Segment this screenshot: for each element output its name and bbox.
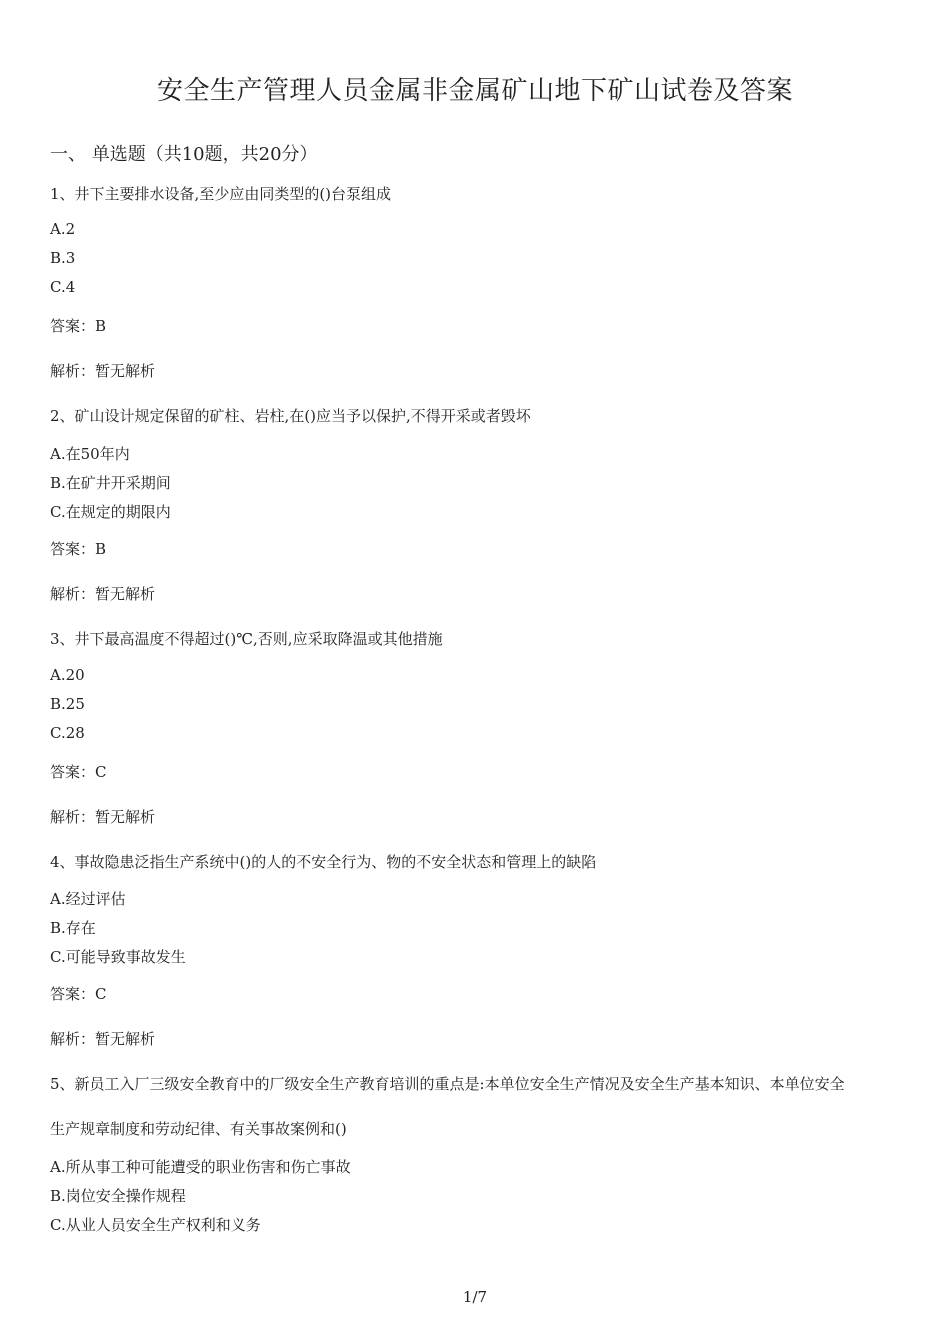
analysis-text: 解析：暂无解析 [50,585,156,603]
answer-text: 答案：B [50,540,107,558]
option-b: B.在矿井开采期间 [50,474,171,492]
question-text: 5、新员工入厂三级安全教育中的厂级安全生产教育培训的重点是:本单位安全生产情况及安全生产基本知识、本单位安全 [50,1075,845,1093]
document-title: 安全生产管理人员金属非金属矿山地下矿山试卷及答案 [156,76,793,106]
option-c: C.在规定的期限内 [50,503,171,521]
option-b: B.3 [50,249,76,267]
option-a: A.2 [50,220,76,238]
question-text: 2、矿山设计规定保留的矿柱、岩柱,在()应当予以保护,不得开采或者毁坏 [50,407,531,425]
option-b: B.25 [50,695,85,713]
option-a: A.20 [50,666,85,684]
option-c: C.可能导致事故发生 [50,948,186,966]
option-c: C.4 [50,278,76,296]
question-text-continued: 生产规章制度和劳动纪律、有关事故案例和() [50,1120,347,1138]
option-a: A.经过评估 [50,890,126,908]
question-text: 3、井下最高温度不得超过()℃,否则,应采取降温或其他措施 [50,630,443,648]
page-number: 1/7 [462,1288,488,1306]
option-a: A.所从事工种可能遭受的职业伤害和伤亡事故 [50,1158,351,1176]
analysis-text: 解析：暂无解析 [50,1030,156,1048]
analysis-text: 解析：暂无解析 [50,362,156,380]
answer-text: 答案：C [50,763,107,781]
question-text: 1、井下主要排水设备,至少应由同类型的()台泵组成 [50,185,392,203]
option-a: A.在50年内 [50,445,130,463]
section-heading: 一、 单选题（共10题，共20分） [50,144,318,165]
answer-text: 答案：B [50,317,107,335]
option-b: B.存在 [50,919,96,937]
analysis-text: 解析：暂无解析 [50,808,156,826]
option-c: C.28 [50,724,85,742]
question-text: 4、事故隐患泛指生产系统中()的人的不安全行为、物的不安全状态和管理上的缺陷 [50,853,597,871]
option-c: C.从业人员安全生产权利和义务 [50,1216,261,1234]
answer-text: 答案：C [50,985,107,1003]
option-b: B.岗位安全操作规程 [50,1187,186,1205]
